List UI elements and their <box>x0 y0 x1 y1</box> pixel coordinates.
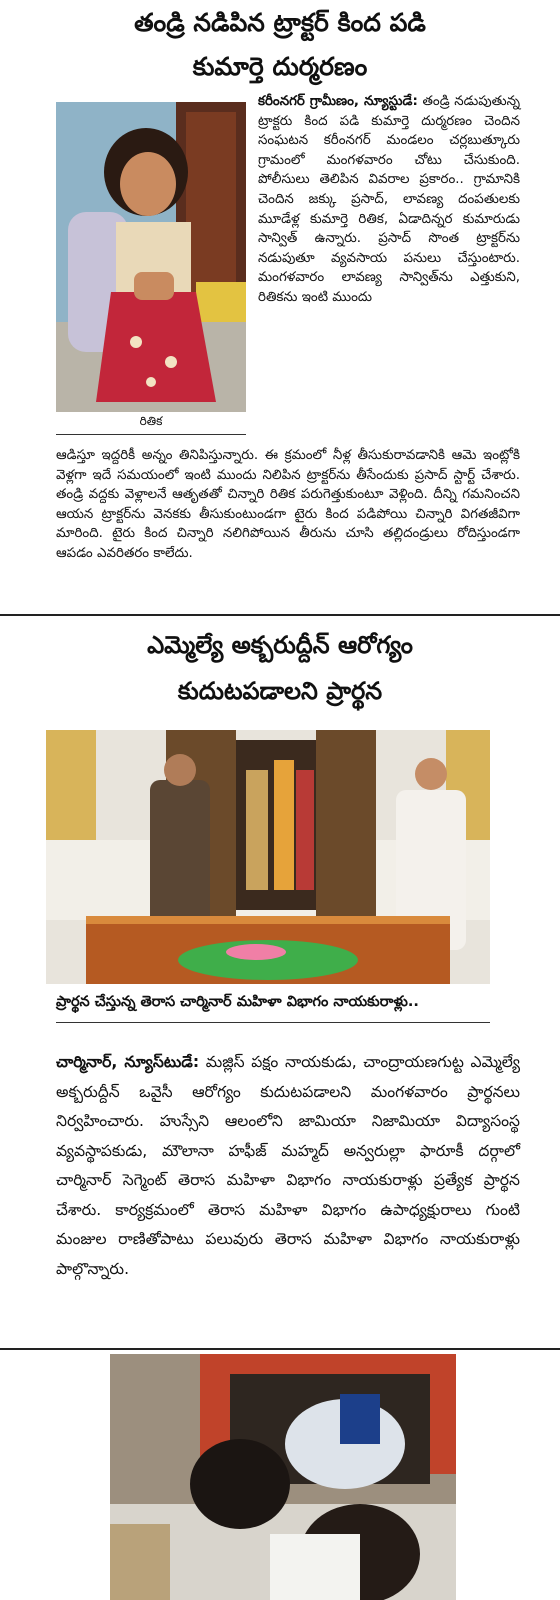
article1-headline <box>0 0 560 89</box>
article1-dateline: కరీంనగర్ గ్రామీణం, న్యూస్టుడే: <box>258 94 418 109</box>
section-divider-2 <box>0 1348 560 1350</box>
headline-line-1: తండ్రి నడిపిన ట్రాక్టర్ కింద పడి <box>134 8 426 37</box>
headline-line-1: ఎమ్మెల్యే అక్బరుద్దీన్ ఆరోగ్యం <box>147 631 413 659</box>
child-photo <box>56 102 246 412</box>
article2-body <box>56 1048 520 1284</box>
caption-underline <box>56 434 246 435</box>
prayer-photo-caption: ప్రార్థన చేస్తున్న తెరాస చార్మినార్ మహిళా విభాగం నాయకురాళ్లు.. <box>56 994 419 1010</box>
child-photo-caption: రితిక <box>139 414 163 428</box>
child-photo-image <box>56 102 246 412</box>
article-prayer <box>0 618 560 1278</box>
prayer-photo <box>46 730 490 984</box>
caption-underline <box>56 1022 490 1023</box>
article2-headline <box>0 618 560 714</box>
article1-body-side <box>258 92 520 308</box>
rescue-photo <box>110 1354 456 1600</box>
article-tractor-accident <box>0 0 560 561</box>
rescue-photo-image <box>110 1354 456 1600</box>
section-divider-1 <box>0 614 560 616</box>
article1-body-full: ఆడిస్తూ ఇద్దరికీ అన్నం తినిపిస్తున్నారు. ఈ క్రమంలో నీళ్ల తీసుకురావడానికి ఆమె ఇంట్లోకి వెళ్లగా ఇదే సమయంలో ఇంటి ముందు నిలిపిన ట్రాక్టర్‌ను తీసేందుకు ప్రసాద్ స్టార్ట్ చేశారు. తండ్రి వద్దకు వెళ్లాలనే ఆతృతతో చిన్నారి రితిక పరుగెత్తుకుంటూ వెళ్లింది. దీన్ని గమనించని ఆయన ట్రాక్టర్‌ను వెనకకు తీసుకుంటుండగా టైరు కింద పడిపోయి చిన్నారి విగతజీవిగా మారింది. టైరు కింద చిన్నారి నలిగిపోయిన తీరును చూసి తల్లిదండ్రులు రోదిస్తుండగా ఆపడం ఎవరితరం కాలేదు. <box>56 448 520 561</box>
article2-body-text: మజ్లిస్ పక్షం నాయకుడు, చాంద్రాయణగుట్ట ఎమ్మెల్యే అక్బరుద్దీన్ ఒవైసీ ఆరోగ్యం కుదుటపడాలని మంగళవారం ప్రార్థనలు నిర్వహించారు. హుస్సేని ఆలంలోని జామియా నిజామియా విద్యాసంస్థ వ్యవస్థాపకుడు, మౌలానా హఫీజ్ మహ్మద్ అన్వరుల్లా ఫారూకీ దర్గాలో చార్మినార్ సెగ్మెంట్ తెరాస మహిళా విభాగం నాయకురాళ్లు ప్రత్యేక ప్రార్థన చేశారు. కార్యక్రమంలో తెరాస మహిళా విభాగం ఉపాధ్యక్షురాలు గుంటి మంజుల రాణితోపాటు పలువురు తెరాస మహిళా విభాగం నాయకురాళ్లు పాల్గొన్నారు. <box>56 1053 521 1278</box>
article1-side-text: తండ్రి నడుపుతున్న ట్రాక్టరు కింద పడి కుమార్తె దుర్మరణం చెందిన సంఘటన కరీంనగర్ మండలం చర్లబుత్కూరు గ్రామంలో మంగళవారం చోటు చేసుకుంది. పోలీసులు తెలిపిన వివరాల ప్రకారం.. గ్రామానికి చెందిన జక్కు ప్రసాద్, లావణ్య దంపతులకు మూడేళ్ల కుమార్తె రితిక, ఏడాదిన్నర కుమారుడు సాన్విత్ ఉన్నారు. ప్రసాద్ సొంత ట్రాక్టర్‌ను నడుపుతూ వ్యవసాయ పనులు చేస్తుంటారు. మంగళవారం లావణ్య సాన్విత్‌ను ఎత్తుకుని, రితికను ఇంటి ముందు <box>258 94 520 305</box>
article2-dateline: చార్మినార్, న్యూస్‌టుడే: <box>56 1053 200 1071</box>
headline-line-2: కుమార్తె దుర్మరణం <box>192 52 368 81</box>
headline-line-2: కుదుటపడాలని ప్రార్థన <box>177 677 383 705</box>
prayer-photo-image <box>46 730 490 984</box>
